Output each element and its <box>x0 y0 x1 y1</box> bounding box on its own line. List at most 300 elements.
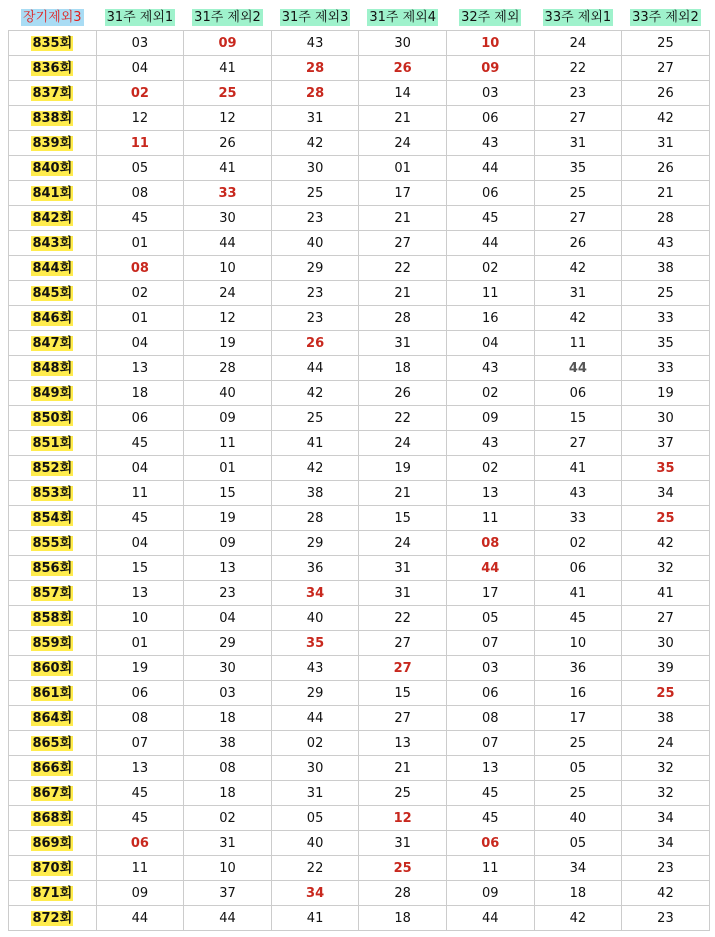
number-cell: 42 <box>622 531 710 556</box>
round-label: 857회 <box>32 585 73 601</box>
number-cell: 24 <box>359 431 447 456</box>
number-cell: 31 <box>359 331 447 356</box>
number-cell: 06 <box>534 381 622 406</box>
number-cell: 30 <box>184 206 272 231</box>
number-cell: 28 <box>622 206 710 231</box>
number-cell: 38 <box>271 481 359 506</box>
round-cell <box>9 356 97 381</box>
table-row <box>9 206 710 231</box>
number-cell: 28 <box>184 356 272 381</box>
round-cell <box>9 281 97 306</box>
table-row <box>9 681 710 706</box>
header-label: 32주 제외 <box>461 10 520 25</box>
round-cell <box>9 306 97 331</box>
number-cell: 40 <box>534 806 622 831</box>
table-row <box>9 31 710 56</box>
number-cell: 44 <box>271 356 359 381</box>
number-cell: 05 <box>271 806 359 831</box>
round-label: 835회 <box>32 35 73 51</box>
round-cell <box>9 631 97 656</box>
number-cell: 41 <box>271 431 359 456</box>
number-cell: 38 <box>622 256 710 281</box>
table-row <box>9 131 710 156</box>
number-cell: 30 <box>359 31 447 56</box>
number-cell: 33 <box>622 356 710 381</box>
round-cell <box>9 156 97 181</box>
number-cell: 43 <box>446 431 534 456</box>
number-cell: 22 <box>271 856 359 881</box>
number-cell: 42 <box>271 131 359 156</box>
number-cell: 09 <box>96 881 184 906</box>
number-cell: 11 <box>446 281 534 306</box>
number-cell: 13 <box>96 756 184 781</box>
number-cell: 25 <box>534 781 622 806</box>
table-row <box>9 306 710 331</box>
round-label: 861회 <box>32 685 73 701</box>
number-cell: 05 <box>534 831 622 856</box>
header-column <box>184 5 272 31</box>
round-cell <box>9 731 97 756</box>
number-cell: 06 <box>534 556 622 581</box>
number-cell: 27 <box>359 231 447 256</box>
number-cell: 27 <box>359 631 447 656</box>
number-cell: 31 <box>359 831 447 856</box>
table-row <box>9 356 710 381</box>
number-cell: 44 <box>534 356 622 381</box>
round-label: 869회 <box>32 835 73 851</box>
table-row <box>9 706 710 731</box>
round-label: 838회 <box>32 110 73 126</box>
table-row <box>9 56 710 81</box>
number-cell: 08 <box>184 756 272 781</box>
number-cell: 19 <box>622 381 710 406</box>
round-cell <box>9 656 97 681</box>
number-cell: 21 <box>359 206 447 231</box>
number-cell: 16 <box>534 681 622 706</box>
number-cell: 27 <box>359 656 447 681</box>
number-cell: 35 <box>622 331 710 356</box>
number-cell: 27 <box>534 431 622 456</box>
table-body <box>9 31 710 931</box>
number-cell: 21 <box>359 481 447 506</box>
round-label: 837회 <box>32 85 73 101</box>
number-cell: 45 <box>446 781 534 806</box>
round-label: 865회 <box>32 735 73 751</box>
number-cell: 05 <box>534 756 622 781</box>
number-cell: 44 <box>446 156 534 181</box>
number-cell: 23 <box>271 206 359 231</box>
round-cell <box>9 706 97 731</box>
table-row <box>9 581 710 606</box>
round-cell <box>9 806 97 831</box>
number-cell: 45 <box>96 781 184 806</box>
number-cell: 36 <box>534 656 622 681</box>
number-cell: 22 <box>534 56 622 81</box>
number-cell: 08 <box>96 706 184 731</box>
round-label: 842회 <box>32 210 73 226</box>
header-column <box>622 5 710 31</box>
number-cell: 34 <box>622 481 710 506</box>
header-column <box>96 5 184 31</box>
number-cell: 16 <box>446 306 534 331</box>
number-cell: 04 <box>96 331 184 356</box>
number-cell: 05 <box>446 606 534 631</box>
number-cell: 29 <box>271 531 359 556</box>
round-label: 870회 <box>32 860 73 876</box>
number-cell: 13 <box>96 356 184 381</box>
number-cell: 45 <box>96 506 184 531</box>
number-cell: 28 <box>359 881 447 906</box>
number-cell: 15 <box>359 506 447 531</box>
table-row <box>9 881 710 906</box>
number-cell: 26 <box>271 331 359 356</box>
number-cell: 01 <box>96 631 184 656</box>
number-cell: 35 <box>271 631 359 656</box>
number-cell: 31 <box>359 581 447 606</box>
number-cell: 25 <box>622 506 710 531</box>
round-label: 864회 <box>32 710 73 726</box>
round-cell <box>9 506 97 531</box>
number-cell: 42 <box>622 106 710 131</box>
table-row <box>9 456 710 481</box>
round-cell <box>9 756 97 781</box>
table-row <box>9 781 710 806</box>
number-cell: 26 <box>622 156 710 181</box>
number-cell: 45 <box>96 806 184 831</box>
number-cell: 15 <box>534 406 622 431</box>
round-label: 847회 <box>32 335 73 351</box>
number-cell: 25 <box>271 181 359 206</box>
number-cell: 04 <box>96 531 184 556</box>
number-cell: 36 <box>271 556 359 581</box>
number-cell: 23 <box>184 581 272 606</box>
number-cell: 11 <box>534 331 622 356</box>
header-long-term-exclude <box>9 5 97 31</box>
number-cell: 28 <box>271 506 359 531</box>
number-cell: 07 <box>446 731 534 756</box>
number-cell: 23 <box>271 306 359 331</box>
number-cell: 25 <box>184 81 272 106</box>
number-cell: 11 <box>446 856 534 881</box>
number-cell: 45 <box>446 206 534 231</box>
table-row <box>9 256 710 281</box>
number-cell: 43 <box>446 356 534 381</box>
number-cell: 22 <box>359 406 447 431</box>
round-label: 843회 <box>32 235 73 251</box>
round-cell <box>9 906 97 931</box>
number-cell: 40 <box>184 381 272 406</box>
number-cell: 17 <box>534 706 622 731</box>
number-cell: 27 <box>359 706 447 731</box>
number-cell: 21 <box>359 756 447 781</box>
number-cell: 18 <box>184 706 272 731</box>
number-cell: 02 <box>534 531 622 556</box>
table-row <box>9 81 710 106</box>
number-cell: 43 <box>534 481 622 506</box>
number-cell: 01 <box>96 306 184 331</box>
round-label: 867회 <box>32 785 73 801</box>
round-label: 845회 <box>32 285 73 301</box>
number-cell: 41 <box>534 456 622 481</box>
number-cell: 04 <box>446 331 534 356</box>
number-cell: 34 <box>622 831 710 856</box>
number-cell: 23 <box>534 81 622 106</box>
table-row <box>9 381 710 406</box>
number-cell: 05 <box>96 156 184 181</box>
round-cell <box>9 606 97 631</box>
number-cell: 25 <box>622 31 710 56</box>
header-label: 31주 제외1 <box>106 10 174 25</box>
table-row <box>9 856 710 881</box>
number-cell: 17 <box>359 181 447 206</box>
table-row <box>9 906 710 931</box>
number-cell: 31 <box>622 131 710 156</box>
number-cell: 30 <box>184 656 272 681</box>
table-row <box>9 531 710 556</box>
number-cell: 06 <box>446 106 534 131</box>
round-cell <box>9 556 97 581</box>
number-cell: 06 <box>96 681 184 706</box>
number-cell: 04 <box>184 606 272 631</box>
number-cell: 42 <box>534 906 622 931</box>
number-cell: 45 <box>96 431 184 456</box>
number-cell: 23 <box>622 856 710 881</box>
number-cell: 41 <box>622 581 710 606</box>
table-row <box>9 756 710 781</box>
number-cell: 12 <box>184 306 272 331</box>
number-cell: 27 <box>622 56 710 81</box>
round-label: 839회 <box>32 135 73 151</box>
round-cell <box>9 781 97 806</box>
table-row <box>9 156 710 181</box>
round-label: 854회 <box>32 510 73 526</box>
round-cell <box>9 881 97 906</box>
number-cell: 10 <box>184 856 272 881</box>
table-row <box>9 231 710 256</box>
number-cell: 44 <box>96 906 184 931</box>
number-cell: 09 <box>184 406 272 431</box>
table-row <box>9 331 710 356</box>
number-cell: 33 <box>622 306 710 331</box>
number-cell: 15 <box>184 481 272 506</box>
number-cell: 44 <box>446 556 534 581</box>
number-cell: 11 <box>96 481 184 506</box>
number-cell: 42 <box>271 381 359 406</box>
round-cell <box>9 231 97 256</box>
number-cell: 02 <box>446 256 534 281</box>
header-column <box>271 5 359 31</box>
number-cell: 06 <box>446 181 534 206</box>
number-cell: 11 <box>446 506 534 531</box>
number-cell: 11 <box>184 431 272 456</box>
number-cell: 42 <box>534 256 622 281</box>
number-cell: 22 <box>359 606 447 631</box>
round-cell <box>9 256 97 281</box>
round-cell <box>9 181 97 206</box>
round-label: 852회 <box>32 460 73 476</box>
number-cell: 28 <box>359 306 447 331</box>
number-cell: 40 <box>271 231 359 256</box>
number-cell: 26 <box>184 131 272 156</box>
number-cell: 24 <box>359 131 447 156</box>
number-cell: 32 <box>622 756 710 781</box>
table-row <box>9 406 710 431</box>
number-cell: 29 <box>184 631 272 656</box>
number-cell: 18 <box>359 906 447 931</box>
number-cell: 22 <box>359 256 447 281</box>
header-column <box>446 5 534 31</box>
round-cell <box>9 106 97 131</box>
number-cell: 06 <box>96 406 184 431</box>
round-cell <box>9 406 97 431</box>
round-label: 836회 <box>32 60 73 76</box>
number-cell: 24 <box>359 531 447 556</box>
number-cell: 25 <box>359 856 447 881</box>
number-cell: 33 <box>184 181 272 206</box>
number-cell: 44 <box>446 906 534 931</box>
round-label: 860회 <box>32 660 73 676</box>
header-label: 33주 제외2 <box>632 10 699 25</box>
number-cell: 27 <box>622 606 710 631</box>
number-cell: 23 <box>271 281 359 306</box>
table-row <box>9 656 710 681</box>
number-cell: 08 <box>96 256 184 281</box>
number-cell: 34 <box>271 881 359 906</box>
number-cell: 10 <box>446 31 534 56</box>
number-cell: 09 <box>446 406 534 431</box>
number-cell: 43 <box>271 656 359 681</box>
number-cell: 07 <box>96 731 184 756</box>
header-column <box>534 5 622 31</box>
number-cell: 09 <box>184 531 272 556</box>
table-row <box>9 631 710 656</box>
round-cell <box>9 431 97 456</box>
number-cell: 03 <box>96 31 184 56</box>
number-cell: 19 <box>184 331 272 356</box>
table-row <box>9 806 710 831</box>
number-cell: 42 <box>271 456 359 481</box>
round-label: 848회 <box>32 360 73 376</box>
number-cell: 45 <box>96 206 184 231</box>
number-cell: 18 <box>359 356 447 381</box>
table-row <box>9 606 710 631</box>
number-cell: 43 <box>446 131 534 156</box>
round-cell <box>9 531 97 556</box>
number-cell: 14 <box>359 81 447 106</box>
round-cell <box>9 131 97 156</box>
table-row <box>9 106 710 131</box>
round-cell <box>9 581 97 606</box>
number-cell: 44 <box>184 906 272 931</box>
number-cell: 03 <box>184 681 272 706</box>
round-cell <box>9 81 97 106</box>
number-cell: 01 <box>96 231 184 256</box>
table-row <box>9 281 710 306</box>
number-cell: 28 <box>271 56 359 81</box>
number-cell: 33 <box>534 506 622 531</box>
round-cell <box>9 56 97 81</box>
number-cell: 45 <box>446 806 534 831</box>
number-cell: 41 <box>271 906 359 931</box>
number-cell: 09 <box>446 881 534 906</box>
number-cell: 25 <box>359 781 447 806</box>
round-label: 844회 <box>32 260 73 276</box>
number-cell: 42 <box>534 306 622 331</box>
number-cell: 12 <box>96 106 184 131</box>
number-cell: 09 <box>184 31 272 56</box>
round-label: 841회 <box>32 185 73 201</box>
number-cell: 21 <box>359 281 447 306</box>
round-label: 871회 <box>32 885 73 901</box>
number-cell: 12 <box>184 106 272 131</box>
number-cell: 26 <box>359 381 447 406</box>
round-label: 856회 <box>32 560 73 576</box>
number-cell: 19 <box>96 656 184 681</box>
number-cell: 26 <box>622 81 710 106</box>
round-label: 868회 <box>32 810 73 826</box>
number-cell: 06 <box>96 831 184 856</box>
number-cell: 31 <box>534 281 622 306</box>
round-label: 858회 <box>32 610 73 626</box>
number-cell: 10 <box>96 606 184 631</box>
round-cell <box>9 31 97 56</box>
number-cell: 43 <box>622 231 710 256</box>
number-cell: 29 <box>271 256 359 281</box>
number-cell: 31 <box>534 131 622 156</box>
round-cell <box>9 681 97 706</box>
round-label: 872회 <box>32 910 73 926</box>
round-cell <box>9 856 97 881</box>
number-cell: 07 <box>446 631 534 656</box>
number-cell: 19 <box>359 456 447 481</box>
number-cell: 41 <box>534 581 622 606</box>
table-row <box>9 481 710 506</box>
number-cell: 19 <box>184 506 272 531</box>
number-cell: 24 <box>622 731 710 756</box>
number-cell: 02 <box>446 456 534 481</box>
number-cell: 25 <box>622 281 710 306</box>
number-cell: 08 <box>446 706 534 731</box>
number-cell: 10 <box>184 256 272 281</box>
number-cell: 13 <box>359 731 447 756</box>
table-row <box>9 731 710 756</box>
table-row <box>9 431 710 456</box>
number-cell: 34 <box>271 581 359 606</box>
exclusion-table <box>8 5 710 931</box>
number-cell: 35 <box>534 156 622 181</box>
number-cell: 40 <box>271 606 359 631</box>
number-cell: 31 <box>184 831 272 856</box>
number-cell: 08 <box>96 181 184 206</box>
number-cell: 02 <box>446 381 534 406</box>
number-cell: 45 <box>534 606 622 631</box>
number-cell: 18 <box>184 781 272 806</box>
number-cell: 02 <box>184 806 272 831</box>
header-column <box>359 5 447 31</box>
round-label: 849회 <box>32 385 73 401</box>
number-cell: 13 <box>446 481 534 506</box>
number-cell: 25 <box>534 731 622 756</box>
number-cell: 25 <box>622 681 710 706</box>
number-cell: 18 <box>534 881 622 906</box>
number-cell: 30 <box>271 156 359 181</box>
number-cell: 02 <box>96 81 184 106</box>
header-label: 장기제외3 <box>23 10 82 25</box>
number-cell: 38 <box>184 731 272 756</box>
table-row <box>9 506 710 531</box>
number-cell: 38 <box>622 706 710 731</box>
table-row <box>9 181 710 206</box>
